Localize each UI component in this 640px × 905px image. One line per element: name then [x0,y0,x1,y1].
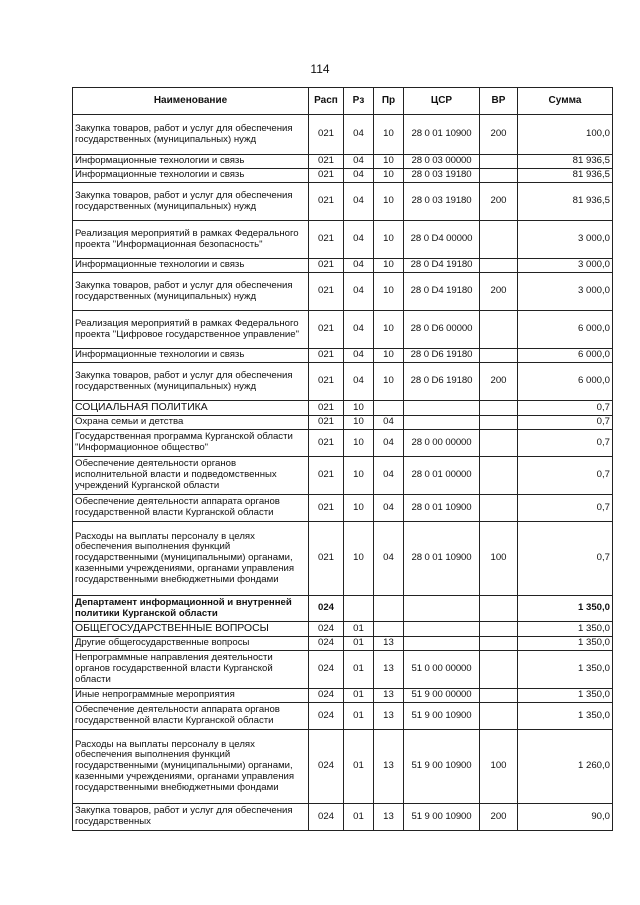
cell-pr: 04 [374,457,404,495]
cell-rz: 10 [344,416,374,430]
cell-sum: 90,0 [518,804,613,831]
cell-csr: 51 9 00 00000 [404,689,480,703]
table-row [73,155,613,169]
header-rz: Рз [344,88,374,115]
cell-vr [480,221,518,259]
cell-name: Информационные технологии и связь [73,169,309,183]
cell-vr: 100 [480,730,518,804]
cell-name: Реализация мероприятий в рамках Федерального проекта "Цифровое государственное управление" [73,311,309,349]
cell-sum: 6 000,0 [518,311,613,349]
cell-rasp: 021 [309,221,344,259]
table-row [73,311,613,349]
cell-vr [480,596,518,622]
cell-csr: 28 0 01 00000 [404,457,480,495]
cell-vr: 200 [480,273,518,311]
table-row [73,637,613,651]
table-row [73,622,613,637]
cell-pr: 10 [374,169,404,183]
cell-rz: 04 [344,155,374,169]
cell-name: Охрана семьи и детства [73,416,309,430]
cell-sum: 6 000,0 [518,363,613,401]
cell-csr: 28 0 01 10900 [404,522,480,596]
cell-pr: 10 [374,221,404,259]
table-row [73,363,613,401]
cell-vr [480,622,518,637]
cell-csr: 28 0 D4 19180 [404,273,480,311]
cell-rz: 01 [344,622,374,637]
cell-name: Закупка товаров, работ и услуг для обеспечения государственных [73,804,309,831]
cell-rasp: 021 [309,430,344,457]
cell-vr [480,155,518,169]
table-row [73,430,613,457]
cell-pr: 04 [374,495,404,522]
cell-name: Расходы на выплаты персоналу в целях обеспечения выполнения функций государственными (муниципальными) органами, казенными учреждениями, органами управления государственными внебюджетными фондами [73,522,309,596]
cell-csr: 28 0 D4 00000 [404,221,480,259]
cell-name: Иные непрограммные мероприятия [73,689,309,703]
cell-pr: 04 [374,430,404,457]
cell-rz: 10 [344,522,374,596]
cell-name: Информационные технологии и связь [73,259,309,273]
cell-vr [480,349,518,363]
header-pr: Пр [374,88,404,115]
cell-rz: 01 [344,651,374,689]
cell-csr: 51 9 00 10900 [404,703,480,730]
cell-rasp: 024 [309,689,344,703]
cell-pr: 13 [374,689,404,703]
cell-sum: 0,7 [518,457,613,495]
cell-rasp: 021 [309,457,344,495]
table-row [73,401,613,416]
cell-name: Обеспечение деятельности аппарата органов государственной власти Курганской области [73,703,309,730]
cell-pr: 10 [374,259,404,273]
cell-csr [404,637,480,651]
cell-sum: 81 936,5 [518,155,613,169]
cell-rasp: 021 [309,522,344,596]
cell-pr: 10 [374,183,404,221]
cell-rasp: 024 [309,596,344,622]
cell-rasp: 021 [309,155,344,169]
header-rasp: Расп [309,88,344,115]
cell-rasp: 021 [309,311,344,349]
cell-sum: 6 000,0 [518,349,613,363]
table-row [73,416,613,430]
cell-csr: 28 0 D4 19180 [404,259,480,273]
cell-pr: 10 [374,311,404,349]
table-row [73,115,613,155]
cell-name: Закупка товаров, работ и услуг для обеспечения государственных (муниципальных) нужд [73,115,309,155]
cell-rasp: 024 [309,804,344,831]
cell-csr [404,622,480,637]
cell-rz: 04 [344,259,374,273]
cell-rz: 01 [344,703,374,730]
cell-vr [480,651,518,689]
cell-rz: 10 [344,495,374,522]
cell-csr: 28 0 00 00000 [404,430,480,457]
cell-rasp: 021 [309,349,344,363]
cell-csr: 28 0 03 19180 [404,183,480,221]
cell-rasp: 021 [309,273,344,311]
cell-name: Непрограммные направления деятельности органов государственной власти Курганской области [73,651,309,689]
cell-sum: 1 350,0 [518,703,613,730]
cell-rz: 10 [344,430,374,457]
table-row [73,273,613,311]
cell-pr: 13 [374,651,404,689]
table-body [73,115,613,831]
cell-vr [480,169,518,183]
cell-rz: 01 [344,804,374,831]
cell-rasp: 021 [309,259,344,273]
cell-csr: 28 0 03 19180 [404,169,480,183]
table-row [73,169,613,183]
cell-vr [480,430,518,457]
cell-name: Закупка товаров, работ и услуг для обеспечения государственных (муниципальных) нужд [73,363,309,401]
cell-csr: 28 0 01 10900 [404,495,480,522]
cell-sum: 0,7 [518,495,613,522]
cell-vr [480,416,518,430]
cell-sum: 3 000,0 [518,273,613,311]
cell-rz: 04 [344,115,374,155]
cell-pr: 10 [374,115,404,155]
cell-vr: 200 [480,183,518,221]
table-row [73,457,613,495]
cell-csr: 28 0 03 00000 [404,155,480,169]
cell-name: ОБЩЕГОСУДАРСТВЕННЫЕ ВОПРОСЫ [73,622,309,637]
cell-vr [480,495,518,522]
cell-pr: 13 [374,703,404,730]
cell-csr: 51 9 00 10900 [404,804,480,831]
cell-csr [404,401,480,416]
cell-csr [404,416,480,430]
cell-vr [480,637,518,651]
table-row [73,522,613,596]
cell-rz: 04 [344,311,374,349]
cell-rz: 04 [344,169,374,183]
header-name: Наименование [73,88,309,115]
table-row [73,495,613,522]
cell-rasp: 021 [309,169,344,183]
cell-rasp: 024 [309,637,344,651]
table-row [73,183,613,221]
cell-vr: 200 [480,115,518,155]
cell-rz: 01 [344,730,374,804]
cell-vr [480,259,518,273]
cell-rasp: 024 [309,730,344,804]
cell-vr [480,311,518,349]
cell-name: Расходы на выплаты персоналу в целях обеспечения выполнения функций государственными (муниципальными) органами, казенными учреждениями, органами управления государственными внебюджетными фондами [73,730,309,804]
table-row [73,259,613,273]
cell-vr: 200 [480,363,518,401]
cell-vr [480,689,518,703]
cell-pr: 10 [374,363,404,401]
cell-rasp: 021 [309,183,344,221]
cell-vr [480,401,518,416]
table-row [73,703,613,730]
page-number: 114 [310,62,330,76]
cell-pr: 13 [374,804,404,831]
table-row [73,596,613,622]
cell-sum: 3 000,0 [518,221,613,259]
cell-vr [480,703,518,730]
cell-csr: 51 0 00 00000 [404,651,480,689]
cell-rz: 04 [344,183,374,221]
cell-rasp: 021 [309,495,344,522]
header-csr: ЦСР [404,88,480,115]
table-row [73,804,613,831]
cell-sum: 81 936,5 [518,183,613,221]
cell-rasp: 021 [309,363,344,401]
cell-pr: 04 [374,522,404,596]
cell-rasp: 024 [309,622,344,637]
cell-rz: 04 [344,221,374,259]
table-row [73,689,613,703]
cell-pr: 10 [374,273,404,311]
header-sum: Сумма [518,88,613,115]
cell-rz: 10 [344,457,374,495]
cell-rz: 04 [344,273,374,311]
cell-sum: 0,7 [518,401,613,416]
cell-sum: 1 350,0 [518,596,613,622]
cell-sum: 1 350,0 [518,637,613,651]
table-header [73,88,613,115]
cell-pr: 10 [374,155,404,169]
cell-rz: 01 [344,689,374,703]
cell-pr: 10 [374,349,404,363]
cell-rz [344,596,374,622]
cell-rasp: 021 [309,401,344,416]
cell-pr: 04 [374,416,404,430]
cell-csr: 28 0 D6 19180 [404,349,480,363]
cell-name: Обеспечение деятельности органов исполнительной власти и подведомственных учреждений Курганской области [73,457,309,495]
cell-name: Закупка товаров, работ и услуг для обеспечения государственных (муниципальных) нужд [73,273,309,311]
cell-pr [374,596,404,622]
cell-sum: 0,7 [518,416,613,430]
table-row [73,221,613,259]
cell-vr [480,457,518,495]
cell-vr: 100 [480,522,518,596]
cell-name: Закупка товаров, работ и услуг для обеспечения государственных (муниципальных) нужд [73,183,309,221]
cell-sum: 1 260,0 [518,730,613,804]
cell-rasp: 021 [309,416,344,430]
cell-pr: 13 [374,637,404,651]
cell-sum: 1 350,0 [518,689,613,703]
cell-sum: 3 000,0 [518,259,613,273]
cell-pr: 13 [374,730,404,804]
cell-name: СОЦИАЛЬНАЯ ПОЛИТИКА [73,401,309,416]
cell-rz: 01 [344,637,374,651]
cell-name: Другие общегосударственные вопросы [73,637,309,651]
cell-csr: 51 9 00 10900 [404,730,480,804]
cell-name: Государственная программа Курганской области "Информационное общество" [73,430,309,457]
cell-rz: 04 [344,363,374,401]
cell-csr [404,596,480,622]
cell-name: Информационные технологии и связь [73,349,309,363]
cell-sum: 0,7 [518,522,613,596]
header-vr: ВР [480,88,518,115]
cell-sum: 81 936,5 [518,169,613,183]
cell-csr: 28 0 D6 19180 [404,363,480,401]
cell-sum: 1 350,0 [518,622,613,637]
cell-rz: 04 [344,349,374,363]
table-row [73,349,613,363]
cell-rasp: 024 [309,651,344,689]
cell-rasp: 024 [309,703,344,730]
cell-rasp: 021 [309,115,344,155]
cell-name: Департамент информационной и внутренней политики Курганской области [73,596,309,622]
table-row [73,730,613,804]
table-row [73,651,613,689]
budget-table [72,87,613,831]
cell-sum: 100,0 [518,115,613,155]
cell-sum: 0,7 [518,430,613,457]
cell-vr: 200 [480,804,518,831]
cell-rz: 10 [344,401,374,416]
cell-csr: 28 0 D6 00000 [404,311,480,349]
cell-pr [374,401,404,416]
cell-name: Реализация мероприятий в рамках Федерального проекта "Информационная безопасность" [73,221,309,259]
cell-csr: 28 0 01 10900 [404,115,480,155]
cell-pr [374,622,404,637]
cell-name: Обеспечение деятельности аппарата органов государственной власти Курганской области [73,495,309,522]
cell-sum: 1 350,0 [518,651,613,689]
cell-name: Информационные технологии и связь [73,155,309,169]
